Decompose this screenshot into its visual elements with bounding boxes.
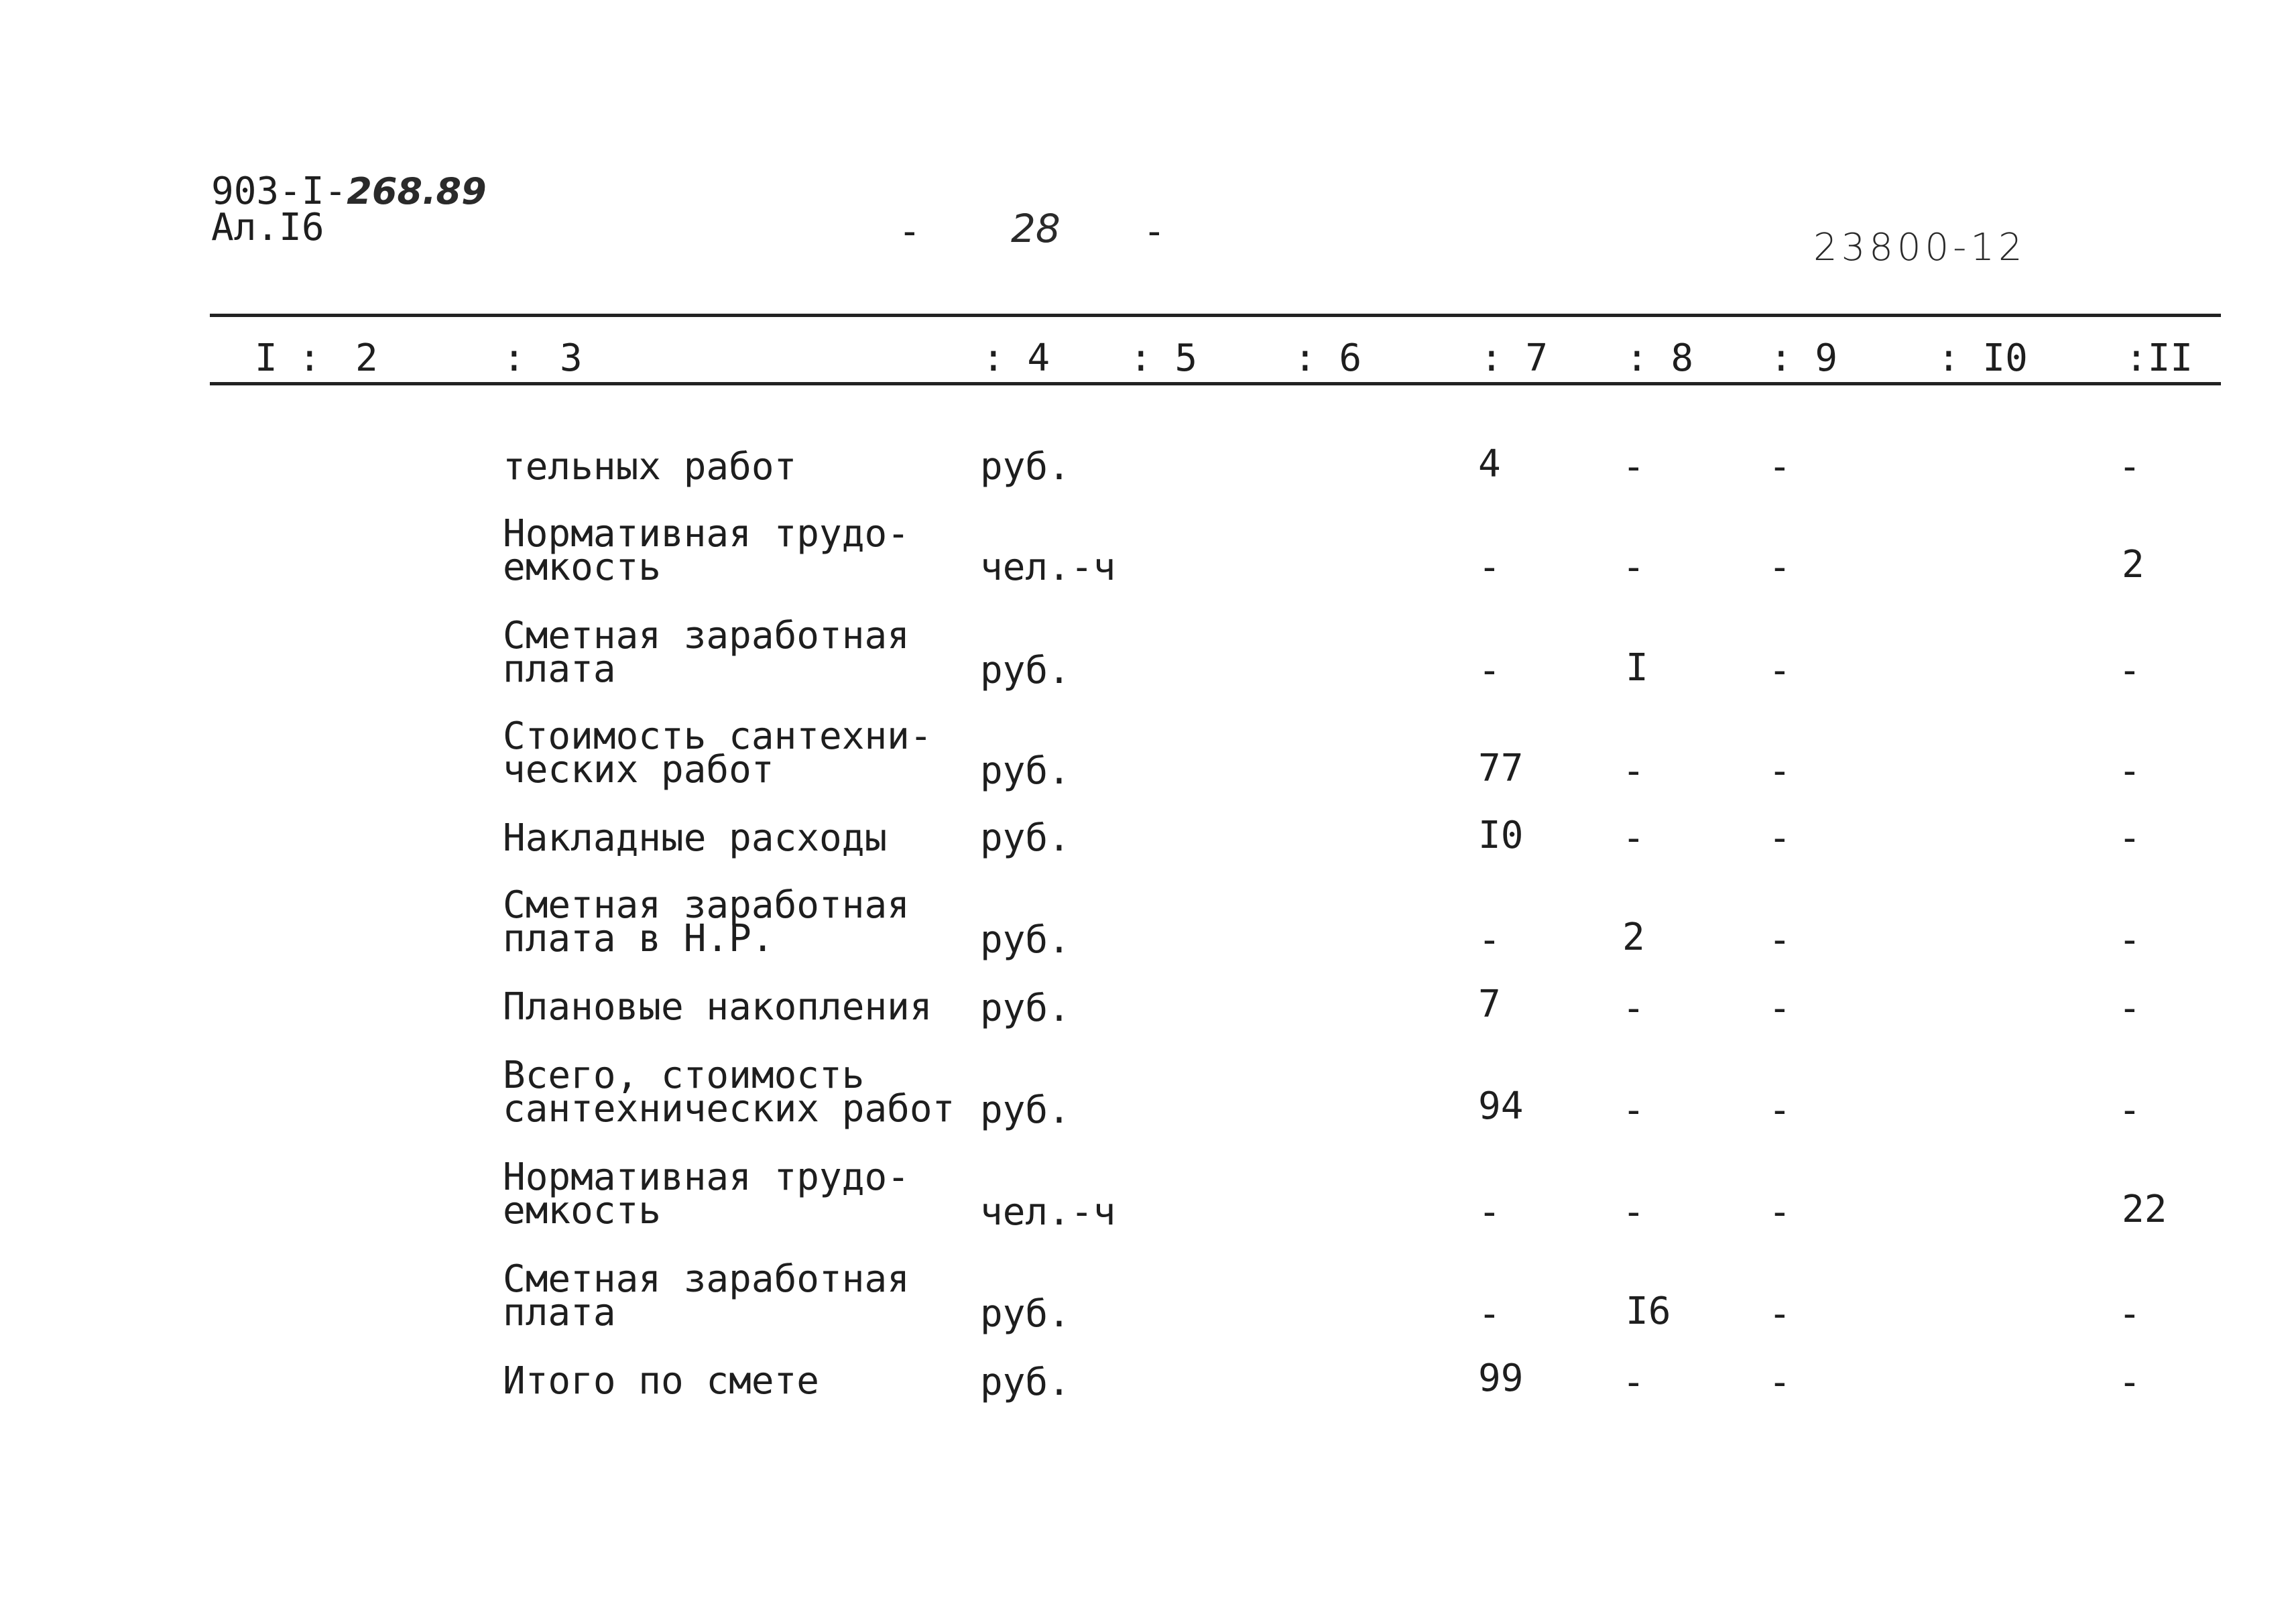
row-col9: - bbox=[1768, 1190, 1791, 1234]
row-unit: руб. bbox=[980, 987, 1071, 1030]
row-col9: - bbox=[1768, 749, 1791, 793]
document-code bbox=[211, 170, 487, 213]
row-col8: I bbox=[1626, 646, 1648, 690]
row-col8: - bbox=[1622, 816, 1645, 860]
row-name-line: Плановые накопления bbox=[503, 985, 932, 1029]
row-col9: - bbox=[1768, 1361, 1791, 1404]
row-name-line: Итого по смете bbox=[503, 1359, 820, 1403]
row-unit: чел.-ч bbox=[980, 1190, 1116, 1234]
column-header-1: I bbox=[255, 336, 278, 380]
row-col11: - bbox=[2118, 649, 2141, 692]
row-unit: руб. bbox=[980, 1088, 1071, 1132]
row-col8: - bbox=[1622, 445, 1645, 489]
row-unit: чел.-ч bbox=[980, 546, 1116, 589]
page-dash-left: - bbox=[898, 210, 921, 253]
column-header-4: : 4 bbox=[982, 336, 1050, 380]
row-name-line: плата bbox=[503, 1291, 616, 1334]
column-header-8: : 8 bbox=[1626, 336, 1694, 380]
row-name-line: Стоимость сантехни- bbox=[503, 714, 932, 758]
row-col9: - bbox=[1768, 1292, 1791, 1336]
row-name-line: плата в Н.Р. bbox=[503, 917, 774, 960]
row-col9: - bbox=[1768, 445, 1791, 489]
row-col8: - bbox=[1622, 546, 1645, 589]
row-unit: руб. bbox=[980, 649, 1071, 692]
row-col8: - bbox=[1622, 1190, 1645, 1234]
row-col7: - bbox=[1478, 546, 1501, 589]
row-col11: - bbox=[2118, 987, 2141, 1030]
row-col7: - bbox=[1478, 918, 1501, 962]
document-code-printed: 903-I- bbox=[211, 170, 347, 213]
row-name-line: Сметная заработная bbox=[503, 614, 910, 658]
row-col9: - bbox=[1768, 649, 1791, 692]
row-col8: - bbox=[1622, 749, 1645, 793]
row-col8: - bbox=[1622, 1361, 1645, 1404]
row-col11: - bbox=[2118, 918, 2141, 962]
row-col7: - bbox=[1478, 649, 1501, 692]
row-col7: - bbox=[1478, 1292, 1501, 1336]
row-name-line: Нормативная трудо- bbox=[503, 1155, 910, 1199]
row-name-line: емкость bbox=[503, 546, 662, 589]
column-header-sep: : bbox=[503, 336, 526, 380]
row-col11: - bbox=[2118, 749, 2141, 793]
page-dash-right: - bbox=[1143, 210, 1166, 253]
column-header-3: 3 bbox=[560, 336, 583, 380]
row-unit: руб. bbox=[980, 445, 1071, 489]
column-header-11: :II bbox=[2125, 336, 2193, 380]
row-col11: - bbox=[2118, 1361, 2141, 1404]
column-header-7: : 7 bbox=[1480, 336, 1549, 380]
row-col8: I6 bbox=[1626, 1290, 1671, 1333]
column-header-9: : 9 bbox=[1770, 336, 1838, 380]
row-name-line: ческих работ bbox=[503, 748, 774, 792]
row-name-line: сантехнических работ bbox=[503, 1087, 955, 1131]
row-col7: 7 bbox=[1478, 983, 1501, 1026]
row-col11: - bbox=[2118, 816, 2141, 860]
row-name-line: Сметная заработная bbox=[503, 883, 910, 927]
row-col7: I0 bbox=[1478, 814, 1524, 857]
row-col9: - bbox=[1768, 816, 1791, 860]
row-col9: - bbox=[1768, 546, 1791, 589]
row-col11: 22 bbox=[2122, 1188, 2167, 1231]
row-col11: - bbox=[2118, 445, 2141, 489]
inventory-number: 23800-12 bbox=[1813, 226, 2027, 269]
row-col7: 94 bbox=[1478, 1084, 1524, 1128]
row-col11: 2 bbox=[2122, 543, 2144, 586]
row-col7: - bbox=[1478, 1190, 1501, 1234]
column-header-sep: : bbox=[298, 336, 321, 380]
sheet-label: Ал.I6 bbox=[211, 206, 324, 249]
row-col8: - bbox=[1622, 987, 1645, 1030]
row-col8: - bbox=[1622, 1088, 1645, 1132]
row-col9: - bbox=[1768, 1088, 1791, 1132]
row-name-line: емкость bbox=[503, 1189, 662, 1233]
row-name-line: плата bbox=[503, 647, 616, 691]
row-col11: - bbox=[2118, 1088, 2141, 1132]
row-name-line: Сметная заработная bbox=[503, 1257, 910, 1301]
row-col7: 4 bbox=[1478, 442, 1501, 486]
row-col9: - bbox=[1768, 987, 1791, 1030]
row-name-line: Всего, стоимость bbox=[503, 1054, 865, 1097]
table-header-bottom-rule bbox=[210, 382, 2221, 385]
column-header-5: : 5 bbox=[1130, 336, 1198, 380]
row-unit: руб. bbox=[980, 749, 1071, 793]
column-header-6: : 6 bbox=[1294, 336, 1362, 380]
row-unit: руб. bbox=[980, 1292, 1071, 1336]
row-col7: 77 bbox=[1478, 747, 1524, 790]
row-name-line: Накладные расходы bbox=[503, 816, 888, 860]
row-col8: 2 bbox=[1622, 916, 1645, 959]
row-name-line: Нормативная трудо- bbox=[503, 512, 910, 556]
page-number: 28 bbox=[1011, 206, 1061, 251]
row-unit: руб. bbox=[980, 918, 1071, 962]
table-top-rule bbox=[210, 314, 2221, 317]
row-name-line: тельных работ bbox=[503, 445, 797, 489]
row-col9: - bbox=[1768, 918, 1791, 962]
row-unit: руб. bbox=[980, 816, 1071, 860]
row-col7: 99 bbox=[1478, 1357, 1524, 1400]
column-header-2: 2 bbox=[355, 336, 378, 380]
row-col11: - bbox=[2118, 1292, 2141, 1336]
column-header-10: : I0 bbox=[1937, 336, 2028, 380]
document-code-handwritten: 268.89 bbox=[347, 170, 487, 212]
row-unit: руб. bbox=[980, 1361, 1071, 1404]
